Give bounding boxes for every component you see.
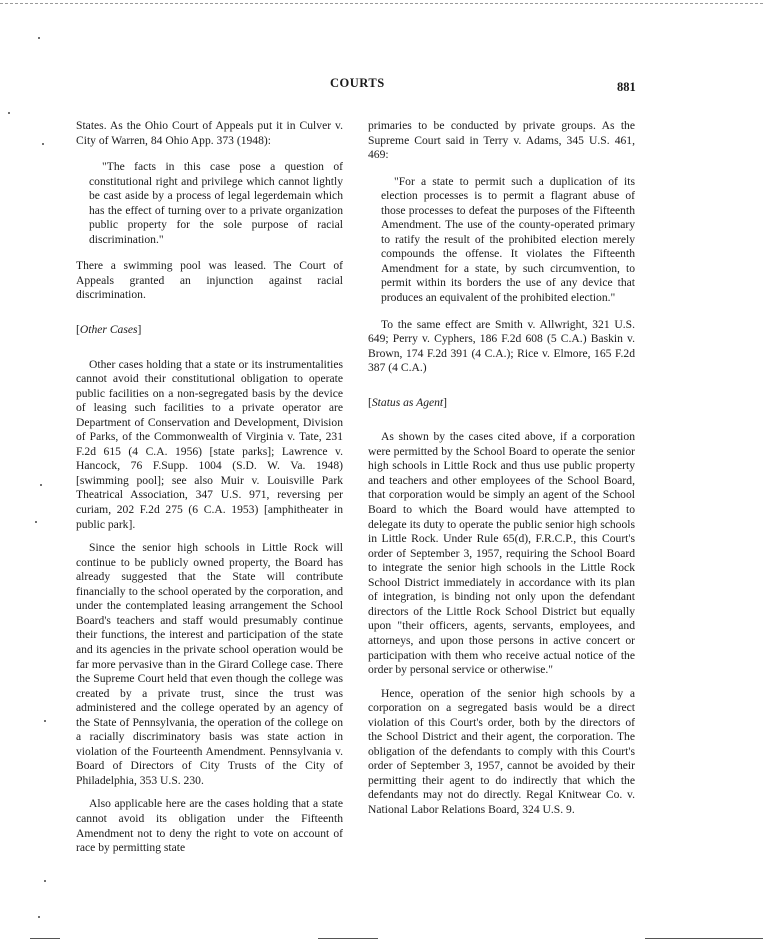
scan-speck [38,37,40,39]
heading-other-cases-text: Other Cases [79,323,138,337]
scan-speck [35,521,37,523]
left-paragraph-5: Also applicable here are the cases holding that a state cannot avoid its obligation under the Fifteenth Amendment not to deny the right to vote on account of race by permitting state [76,797,343,855]
left-quote-text: "The facts in this case pose a question of constitutional right and privilege which cannot lightly be cast aside by a process of legal legerdemain which has the effect of turning over to a private organization public property for the sole purpose of racial discrimination." [89,160,343,246]
bottom-edge-line [30,938,60,939]
left-paragraph-2: There a swimming pool was leased. The Court of Appeals granted an injunction against racial discrimination. [76,259,343,302]
scan-speck [42,143,44,145]
heading-status-text: Status as Agent [371,395,444,409]
bottom-edge-line [318,938,378,939]
running-head: COURTS [330,76,385,90]
right-column [368,119,635,818]
right-block-quote [381,175,635,306]
right-paragraph-3: As shown by the cases cited above, if a corporation were permitted by the School Board to operate the senior high schools in Little Rock and thus use public property and teachers and other employees of the School Board, that corporation would be simply an agent of the School Board to which the Board would have attempted to delegate its duty to operate the public senior high schools in Little Rock. Under Rule 65(d), F.R.C.P., this Court's order of September 3, 1957, requiring the School Board to integrate the senior high schools in the Little Rock School District immediately in accordance with its plan of integration, is binding not only upon the defendant directors of the Little Rock School District but equally upon "their officers, agents, servants, employees, and attorneys, and upon those persons in active concert or participation with them who receive actual notice of the order by personal service or otherwise." [368,430,635,677]
right-paragraph-1: primaries to be conducted by private groups. As the Supreme Court said in Terry v. Adams, 345 U.S. 461, 469: [368,119,635,162]
section-heading-status-as-agent: [Status as Agent] [368,395,448,409]
bottom-edge-line [645,938,763,939]
scan-speck [44,720,46,722]
left-paragraph-1: States. As the Ohio Court of Appeals put it in Culver v. City of Warren, 84 Ohio App. 373 (1948): [76,119,343,147]
scan-speck [38,916,40,918]
page-number: 881 [617,80,636,94]
scan-speck [40,484,42,486]
scan-speck [44,880,46,882]
scan-speck [8,112,10,114]
right-quote-text: "For a state to permit such a duplication of its election processes is to permit a flagrant abuse of those processes to defeat the purposes of the Fifteenth Amendment. The use of the county-operated primary to ratify the result of the prohibited election merely compounds the offense. It violates the Fifteenth Amendment for a state, by such circumvention, to permit within its borders the use of any device that produces an equivalent of the prohibited election." [381,174,635,305]
left-block-quote [89,160,343,247]
left-column [76,119,343,856]
right-paragraph-2: To the same effect are Smith v. Allwright, 321 U.S. 649; Perry v. Cyphers, 186 F.2d 608 (5 C.A.) Baskin v. Brown, 174 F.2d 391 (4 C.A.); Rice v. Elmore, 165 F.2d 387 (4 C.A.) [368,317,635,375]
left-paragraph-3: Other cases holding that a state or its instrumentalities cannot avoid their constitutional obligation to operate public facilities on a non-segregated basis by the device of leasing such facilities to a private operator are Department of Conservation and Development, Division of Parks, of the Commonwealth of Virginia v. Tate, 231 F.2d 615 (4 C.A. 1956) [state parks]; Lawrence v. Hancock, 76 F.Supp. 1004 (S.D. W. Va. 1948) [swimming pool]; see also Muir v. Louisville Park Theatrical Association, 347 U.S. 971, reversing per curiam, 202 F.2d 275 (6 C.A. 1953) [amphitheater in public park]. [76,357,343,531]
right-paragraph-4: Hence, operation of the senior high schools by a corporation on a segregated basis would be a direct violation of this Court's order, both by the directors of the School District and their agent, the corporation. The obligation of the defendants to comply with this Court's order of September 3, 1957, cannot be avoided by their permitting their agent to do indirectly that which the defendants may not do directly. Regal Knitwear Co. v. National Labor Relations Board, 324 U.S. 9. [368,686,635,816]
top-dashed-rule [0,3,763,4]
left-paragraph-4: Since the senior high schools in Little Rock will continue to be publicly owned property, the Board has already suggested that the State will contribute financially to the school operated by the corporation, and under the contemplated leasing arrangement the School Board's teachers and staff would presumably continue their functions, the interest and participation of the state and its agencies in the private school operation would be far more pervasive than in the Girard College case. There the Supreme Court held that even though the college was created by a private trust, since the trust was administered and the college operated by an agency of the State of Pennsylvania, the operation of the college on a racially discriminatory basis was state action in violation of the Fourteenth Amendment. Pennsylvania v. Board of Directors of City Trusts of the City of Philadelphia, 353 U.S. 230. [76,541,343,787]
section-heading-other-cases: [Other Cases] [76,323,142,337]
